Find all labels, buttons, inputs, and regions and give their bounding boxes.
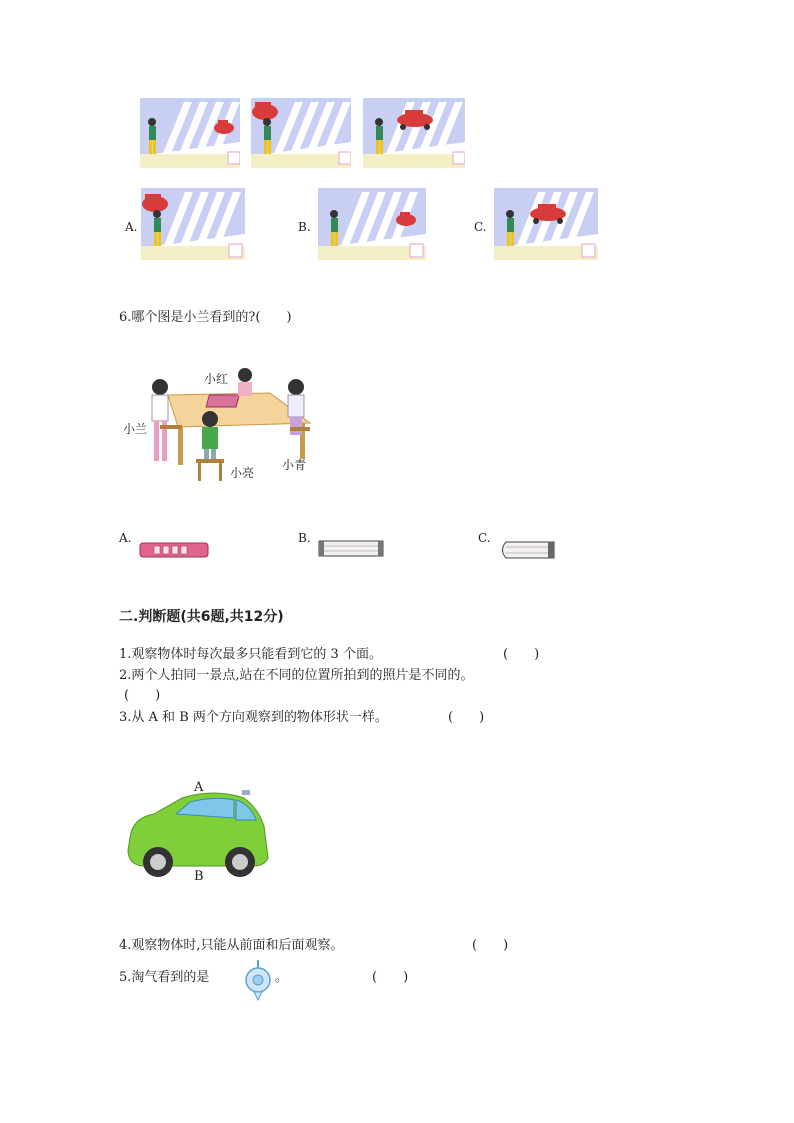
- answer-checkbox: [229, 244, 242, 257]
- section2-title: 二.判断题(共6题,共12分): [119, 609, 284, 625]
- name-label-bottom: 小亮: [230, 466, 255, 480]
- judge-item-4: 4.观察物体时,只能从前面和后面观察。: [119, 938, 344, 953]
- judge-item-5: 5.淘气看到的是: [119, 970, 210, 985]
- q6-question: 6.哪个图是小兰看到的?( ): [119, 310, 292, 325]
- crosswalk-image: [251, 98, 351, 168]
- q5-option-c-label: C.: [474, 220, 487, 234]
- q6-option-c-image[interactable]: [498, 539, 558, 561]
- teapot-top-view-image: [243, 958, 273, 1002]
- q5-scene-3: [363, 98, 465, 168]
- green-car-illustration: [124, 778, 274, 886]
- q6-option-b-label: B.: [298, 531, 311, 545]
- judge-item-2: 2.两个人拍同一景点,站在不同的位置所拍到的照片是不同的。: [119, 668, 474, 683]
- name-label-left: 小兰: [123, 422, 148, 436]
- q5-scene-1: [140, 98, 240, 168]
- book-top-edge-image: [318, 538, 384, 558]
- judge-item-1: 1.观察物体时每次最多只能看到它的 3 个面。: [119, 647, 382, 662]
- answer-checkbox: [410, 244, 423, 257]
- judge-item-5-suffix: 。: [275, 970, 289, 985]
- name-label-right: 小青: [282, 458, 307, 472]
- q5-scene-2: [251, 98, 351, 168]
- judge-item-3: 3.从 A 和 B 两个方向观察到的物体形状一样。: [119, 710, 388, 725]
- q5-option-b-label: B.: [298, 220, 311, 234]
- book-spine-image: [139, 541, 209, 559]
- q6-option-a-label: A.: [119, 531, 132, 545]
- answer-checkbox: [582, 244, 595, 257]
- car-label-a: A: [194, 780, 204, 795]
- q5-option-b-image[interactable]: [318, 188, 426, 260]
- teapot-top-view-icon: [243, 958, 273, 1002]
- crosswalk-image: [494, 188, 598, 260]
- q5-option-a-label: A.: [125, 220, 138, 234]
- q5-option-a-image[interactable]: [141, 188, 245, 260]
- q6-option-a-image[interactable]: [139, 541, 209, 559]
- judge-item-4-blank[interactable]: ( ): [472, 938, 509, 953]
- judge-item-5-blank[interactable]: ( ): [372, 970, 409, 985]
- crosswalk-image: [140, 98, 240, 168]
- q5-option-c-image[interactable]: [494, 188, 598, 260]
- name-label-top: 小红: [204, 372, 229, 386]
- crosswalk-image: [318, 188, 426, 260]
- crosswalk-image: [141, 188, 245, 260]
- car-label-b: B: [194, 869, 204, 884]
- table-scene-illustration: [120, 355, 320, 490]
- q6-option-b-image[interactable]: [318, 538, 384, 558]
- book-side-edge-image: [498, 539, 558, 561]
- q6-option-c-label: C.: [478, 531, 491, 545]
- judge-item-1-blank[interactable]: ( ): [503, 647, 540, 662]
- judge-item-2-blank[interactable]: ( ): [124, 688, 161, 703]
- judge-item-3-blank[interactable]: ( ): [448, 710, 485, 725]
- crosswalk-image: [363, 98, 465, 168]
